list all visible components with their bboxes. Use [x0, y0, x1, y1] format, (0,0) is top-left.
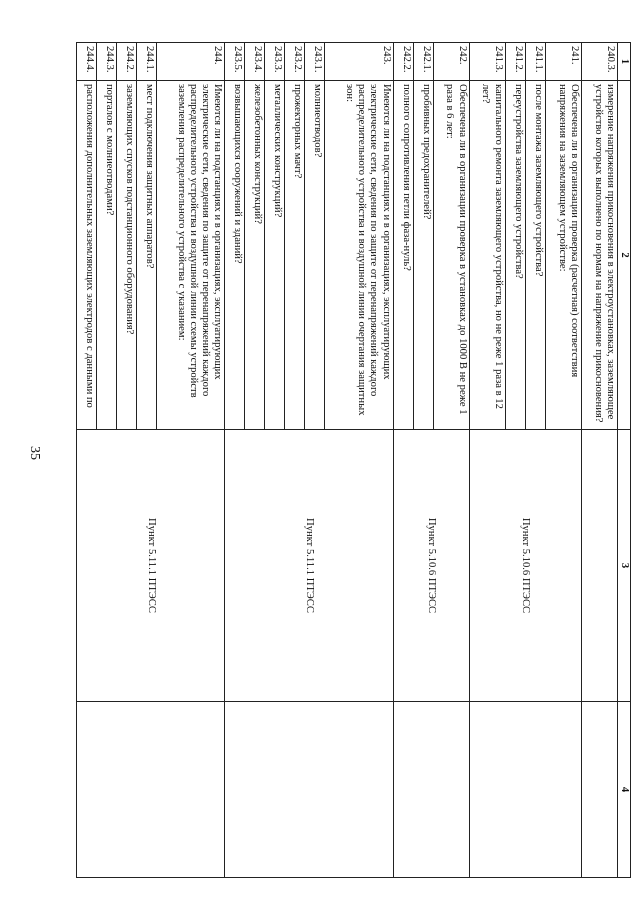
- row-question: пробивных предохранителей?: [413, 81, 433, 430]
- row-question: Обеспечена ли в организации проверка (расчетная) соответствия напряжения на заземляющем устройстве:: [545, 81, 581, 430]
- row-number: 242.1.: [413, 43, 433, 81]
- row-number: 244.: [157, 43, 225, 81]
- row-number: 241.1.: [525, 43, 545, 81]
- row-reference: [581, 430, 617, 702]
- row-question: порталов с молниеотводами?: [97, 81, 117, 430]
- row-number: 243.2.: [285, 43, 305, 81]
- column-header-2: 2: [617, 81, 630, 430]
- table-row: [545, 43, 581, 878]
- row-note: [77, 702, 225, 878]
- table-row: [581, 43, 617, 878]
- row-number: 242.: [433, 43, 469, 81]
- row-note: [581, 702, 617, 878]
- row-number: 244.1.: [137, 43, 157, 81]
- row-question: Имеются ли на подстанциях и в организациях, эксплуатирующих электрические сети, сведения по защите от перенапряжений каждого распределительного устройства и воздушной линии схемы устройств заземления распределительного устройства с указанием:: [157, 81, 225, 430]
- row-question: железобетонных конструкций?: [245, 81, 265, 430]
- row-question: молниеотводов?: [305, 81, 325, 430]
- row-question: капитального ремонта заземляющего устройства, но не реже 1 раза в 12 лет?: [469, 81, 505, 430]
- row-reference: Пункт 5.11.1 ПТЭСС: [77, 430, 225, 702]
- row-number: 243.3.: [265, 43, 285, 81]
- row-question: заземляющих спусков подстанционного оборудования?: [117, 81, 137, 430]
- row-question: после монтажа заземляющего устройства?: [525, 81, 545, 430]
- page-number: 35: [27, 446, 42, 460]
- table-row: [433, 43, 469, 878]
- row-number: 241.3.: [469, 43, 505, 81]
- row-reference: Пункт 5.10.6 ПТЭСС: [469, 430, 581, 702]
- row-number: 244.4.: [77, 43, 97, 81]
- rotated-table: [76, 42, 631, 877]
- row-question: Имеются ли на подстанциях и в организациях, эксплуатирующих электрические сети, сведения по защите от перенапряжений каждого распределительного устройства и воздушной линии очертания защитных зон:: [325, 81, 393, 430]
- row-question: переустройства заземляющего устройства?: [505, 81, 525, 430]
- row-reference: Пункт 5.10.6 ПТЭСС: [393, 430, 469, 702]
- row-question: прожекторных мачт?: [285, 81, 305, 430]
- row-note: [393, 702, 469, 878]
- row-number: 244.2.: [117, 43, 137, 81]
- row-question: расположения дополнительных заземляющих электродов с данными по: [77, 81, 97, 430]
- table-row: [325, 43, 393, 878]
- row-note: [469, 702, 581, 878]
- row-number: 243.1.: [305, 43, 325, 81]
- row-number: 242.2.: [393, 43, 413, 81]
- table-container: [76, 42, 631, 877]
- checklist-table: [76, 42, 631, 878]
- row-question: мест подключения защитных аппаратов?: [137, 81, 157, 430]
- column-header-3: 3: [617, 430, 630, 702]
- row-number: 243.4.: [245, 43, 265, 81]
- row-number: 240.3.: [581, 43, 617, 81]
- row-question: возвышающихся сооружений и зданий?: [225, 81, 245, 430]
- row-number: 243.: [325, 43, 393, 81]
- row-number: 243.5.: [225, 43, 245, 81]
- row-question: металлических конструкций?: [265, 81, 285, 430]
- row-question: полного сопротивления петли фаза-нуль?: [393, 81, 413, 430]
- row-question: измерение напряжения прикосновения в электроустановках, заземляющее устройство которых выполнено по нормам на напряжение прикосновения?: [581, 81, 617, 430]
- row-note: [225, 702, 393, 878]
- column-header-1: 1: [617, 43, 630, 81]
- row-number: 244.3.: [97, 43, 117, 81]
- column-header-4: 4: [617, 702, 630, 878]
- row-number: 241.: [545, 43, 581, 81]
- row-question: Обеспечена ли в организации проверка в установках до 1000 В не реже 1 раза в 6 лет:: [433, 81, 469, 430]
- header-row: [617, 43, 630, 878]
- table-row: [157, 43, 225, 878]
- row-reference: Пункт 5.11.1 ПТЭСС: [225, 430, 393, 702]
- row-number: 241.2.: [505, 43, 525, 81]
